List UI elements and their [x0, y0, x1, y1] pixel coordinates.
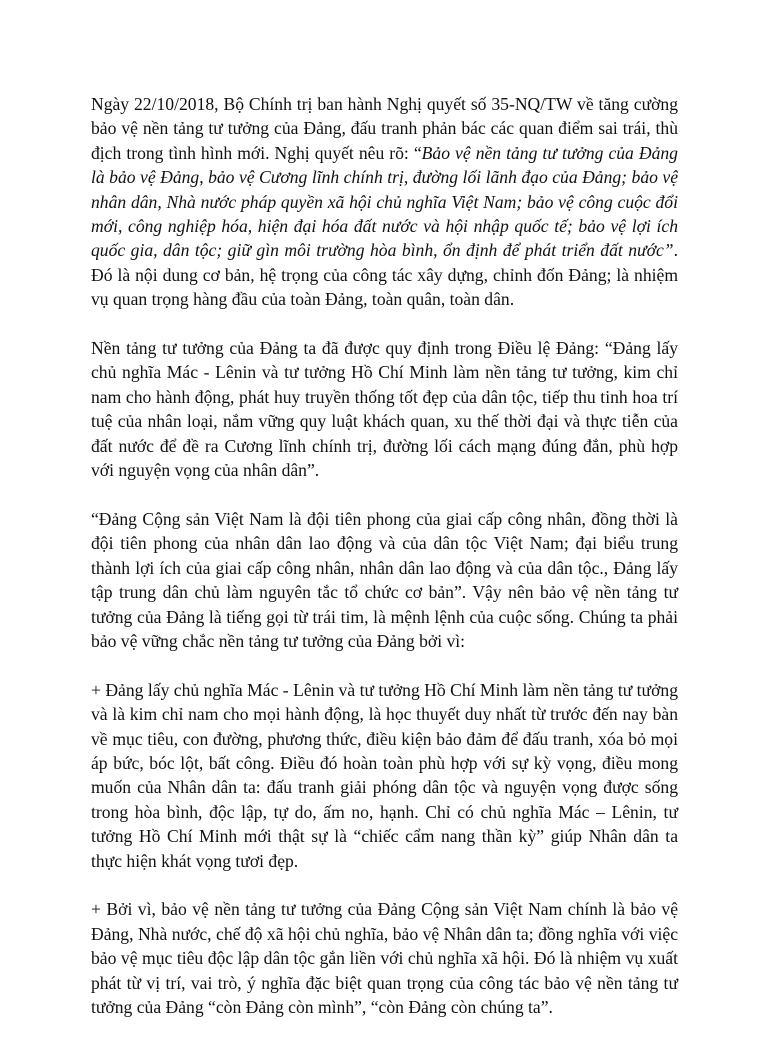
- paragraph-reason-two: + Bởi vì, bảo vệ nền tảng tư tưởng của Đảng Cộng sản Việt Nam chính là bảo vệ Đảng, Nhà nước, chế độ xã hội chủ nghĩa, bảo vệ Nhân dân ta; đồng nghĩa với việc bảo vệ mục tiêu độc lập dân tộc gắn liền với chủ nghĩa xã hội. Đó là nhiệm vụ xuất phát từ vị trí, vai trò, ý nghĩa đặc biệt quan trọng của công tác bảo vệ nền tảng tư tưởng của Đảng “còn Đảng còn mình”, “còn Đảng còn chúng ta”.: [91, 899, 678, 1017]
- paragraph-party-charter: Nền tảng tư tưởng của Đảng ta đã được quy định trong Điều lệ Đảng: “Đảng lấy chủ nghĩa Mác - Lênin và tư tưởng Hồ Chí Minh làm nền tảng tư tưởng, kim chỉ nam cho hành động, phát huy truyền thống tốt đẹp của dân tộc, tiếp thu tinh hoa trí tuệ của nhân loại, nắm vững quy luật khách quan, xu thế thời đại và thực tiễn của đất nước để đề ra Cương lĩnh chính trị, đường lối cách mạng đúng đắn, phù hợp với nguyện vọng của nhân dân”.: [91, 338, 678, 481]
- document-page: [91, 92, 678, 1044]
- paragraph-party-vanguard: “Đảng Cộng sản Việt Nam là đội tiên phong của giai cấp công nhân, đồng thời là đội tiên phong của nhân dân lao động và của dân tộc Việt Nam; đại biểu trung thành lợi ích của giai cấp công nhân, nhân dân lao động và của dân tộc., Đảng lấy tập trung dân chủ làm nguyên tắc tổ chức cơ bản”. Vậy nên bảo vệ nền tảng tư tưởng của Đảng là tiếng gọi từ trái tim, là mệnh lệnh của cuộc sống. Chúng ta phải bảo vệ vững chắc nền tảng tư tưởng của Đảng bởi vì:: [91, 508, 678, 651]
- paragraph-resolution-35: [91, 92, 678, 312]
- paragraph-reason-one: + Đảng lấy chủ nghĩa Mác - Lênin và tư tưởng Hồ Chí Minh làm nền tảng tư tưởng và là kim chỉ nam cho mọi hành động, là học thuyết duy nhất từ trước đến nay bàn về mục tiêu, con đường, phương thức, điều kiện bảo đảm để đấu tranh, xóa bỏ mọi áp bức, bóc lột, bất công. Điều đó hoàn toàn phù hợp với sự kỳ vọng, điều mong muốn của Nhân dân ta: đấu tranh giải phóng dân tộc và nguyện vọng được sống trong hòa bình, độc lập, tự do, ấm no, hạnh. Chỉ có chủ nghĩa Mác – Lênin, tư tưởng Hồ Chí Minh mới thật sự là “chiếc cẩm nang thần kỳ” giúp Nhân dân ta thực hiện khát vọng tươi đẹp.: [91, 679, 678, 871]
- paragraph-intro-text: Ngày 22/10/2018, Bộ Chính trị ban hành Nghị quyết số 35-NQ/TW về tăng cường bảo vệ nền tảng tư tưởng của Đảng, đấu tranh phản bác các quan điểm sai trái, thù địch trong tình hình mới. Nghị quyết nêu rõ: “: [91, 94, 678, 163]
- paragraph-outro-text: . Đó là nội dung cơ bản, hệ trọng của công tác xây dựng, chỉnh đốn Đảng; là nhiệm vụ quan trọng hàng đầu của toàn Đảng, toàn quân, toàn dân.: [91, 240, 678, 310]
- resolution-quote: Bảo vệ nền tảng tư tưởng của Đảng là bảo vệ Đảng, bảo vệ Cương lĩnh chính trị, đường lối lãnh đạo của Đảng; bảo vệ nhân dân, Nhà nước pháp quyền xã hội chủ nghĩa Việt Nam; bảo vệ công cuộc đổi mới, công nghiệp hóa, hiện đại hóa đất nước và hội nhập quốc tế; bảo vệ lợi ích quốc gia, dân tộc; giữ gìn môi trường hòa bình, ổn định để phát triển đất nước”: [91, 142, 678, 261]
